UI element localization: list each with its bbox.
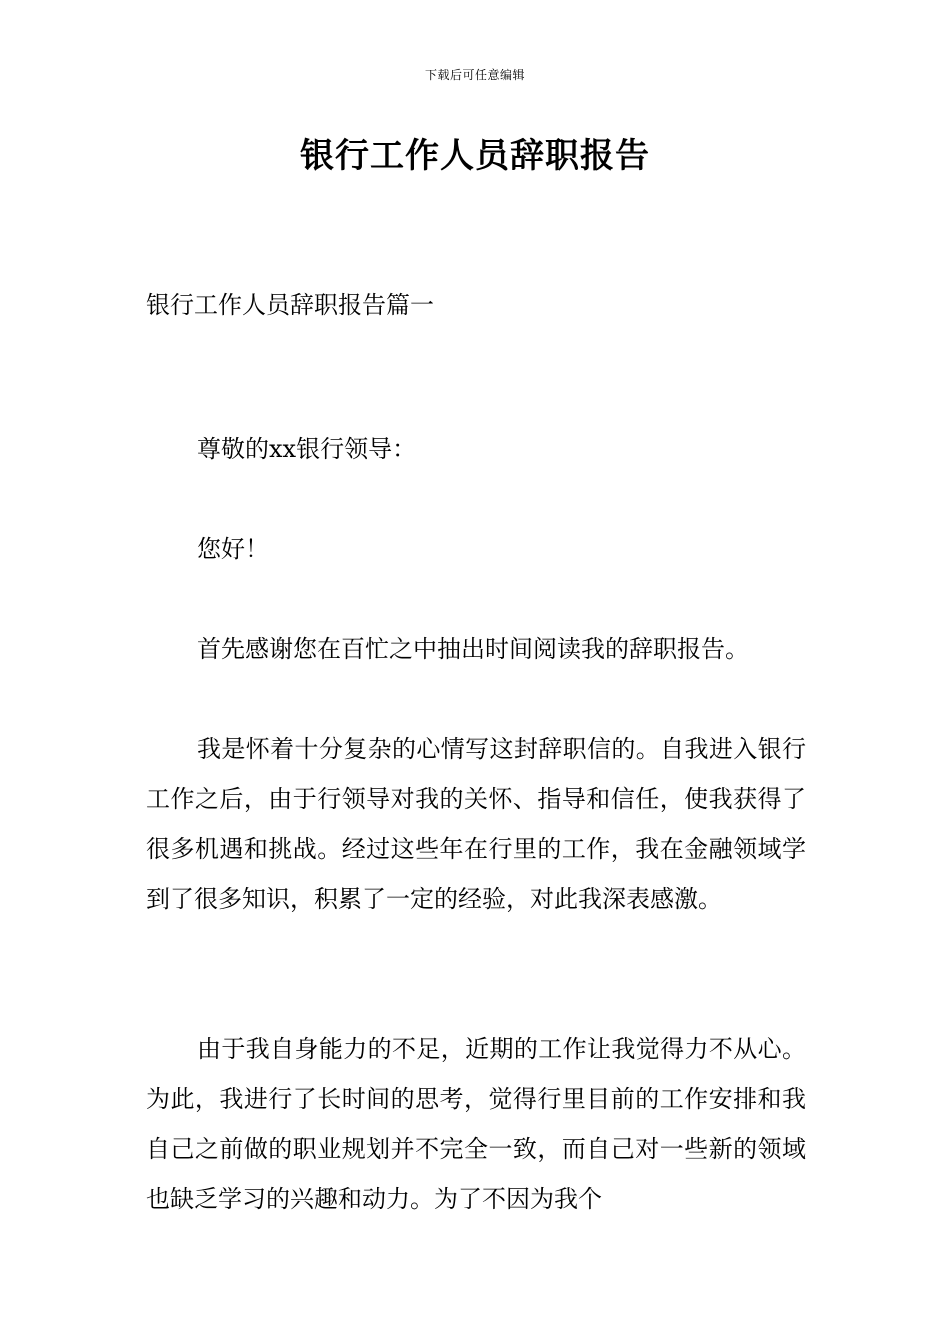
document-title: 银行工作人员辞职报告 — [300, 136, 650, 176]
greeting: 您好！ — [197, 535, 269, 563]
paragraph-2: 我是怀着十分复杂的心情写这封辞职信的。自我进入银行工作之后，由于行领导对我的关怀、指导和信任，使我获得了很多机遇和挑战。经过这些年在行里的工作，我在金融领域学到了很多知识，积累了一定的经验，对此我深表感激。 — [146, 735, 806, 913]
header-note: 下载后可任意编辑 — [424, 68, 525, 82]
salutation: 尊敬的xx银行领导： — [197, 435, 417, 463]
paragraph-1: 首先感谢您在百忙之中抽出时间阅读我的辞职报告。 — [197, 635, 749, 663]
section-heading: 银行工作人员辞职报告篇一 — [146, 291, 434, 319]
paragraph-3: 由于我自身能力的不足，近期的工作让我觉得力不从心。为此，我进行了长时间的思考，觉得行里目前的工作安排和我自己之前做的职业规划并不完全一致，而自己对一些新的领域也缺乏学习的兴趣和动力。为了不因为我个 — [146, 1035, 806, 1213]
